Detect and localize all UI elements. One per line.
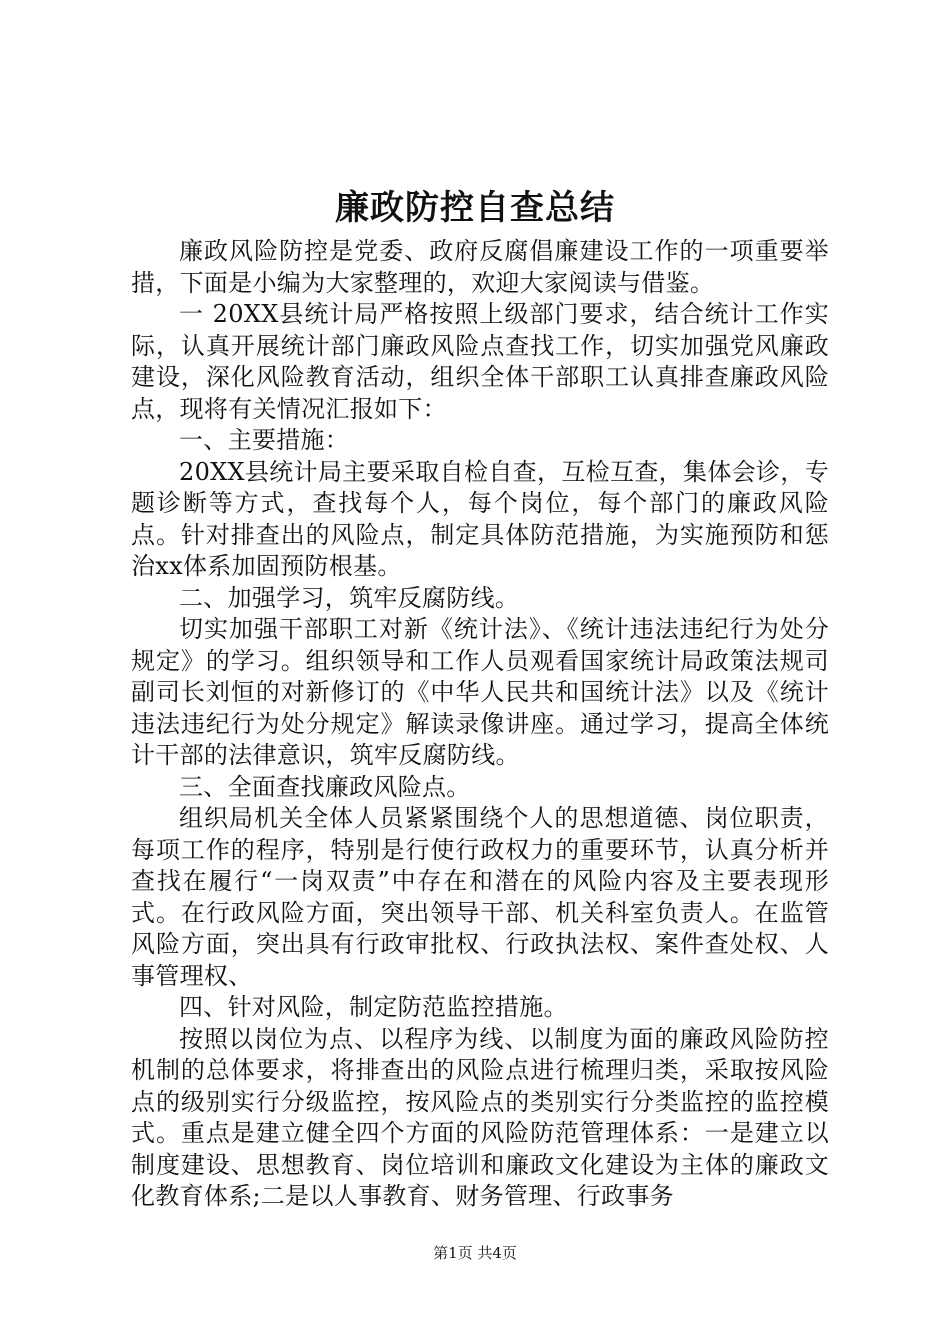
section-heading-3: 三、全面查找廉政风险点。 xyxy=(179,772,471,801)
section-heading-4: 四、针对风险，制定防范监控措施。 xyxy=(179,993,568,1021)
paragraph-section-2: 切实加强干部职工对新《统计法》、《统计违法违纪行为处分规定》的学习。组织领导和工作人员观看国家统计局政策法规司副司长刘恒的对新修订的《中华人民共和国统计法》以及《统计违法违纪行为处分规定》解读录像讲座。通过学习，提高全体统计干部的法律意识，筑牢反腐防线。 xyxy=(131,615,829,769)
paragraph-section-1: 20XX县统计局主要采取自检自查，互检互查，集体会诊，专题诊断等方式，查找每个人，每个岗位，每个部门的廉政风险点。针对排查出的风险点，制定具体防范措施，为实施预防和惩治xx体系加固预防根基。 xyxy=(131,457,829,580)
section-heading-1: 一、主要措施： xyxy=(179,426,350,454)
paragraph-section-4: 按照以岗位为点、以程序为线、以制度为面的廉政风险防控机制的总体要求，将排查出的风险点进行梳理归类，采取按风险点的级别实行分级监控，按风险点的类别实行分类监控的监控模式。重点是建立健全四个方面的风险防范管理体系：一是建立以制度建设、思想教育、岗位培训和廉政文化建设为主体的廉政文化教育体系;二是以人事教育、财务管理、行政事务 xyxy=(131,1024,829,1210)
document-body xyxy=(131,236,829,1213)
paragraph-intro: 廉政风险防控是党委、政府反腐倡廉建设工作的一项重要举措，下面是小编为大家整理的，欢迎大家阅读与借鉴。 xyxy=(131,237,829,297)
section-heading-2: 二、加强学习，筑牢反腐防线。 xyxy=(179,583,520,612)
page-number-footer: 第1页 共4页 xyxy=(433,1244,517,1262)
paragraph-section-3: 组织局机关全体人员紧紧围绕个人的思想道德、岗位职责，每项工作的程序，特别是行使行政权力的重要环节，认真分析并查找在履行“一岗双责”中存在和潜在的风险内容及主要表现形式。在行政风险方面，突出领导干部、机关科室负责人。在监管风险方面，突出具有行政审批权、行政执法权、案件查处权、人事管理权、 xyxy=(131,804,829,990)
document-title: 廉政防控自查总结 xyxy=(335,188,615,228)
paragraph-overview: 一 20XX县统计局严格按照上级部门要求，结合统计工作实际，认真开展统计部门廉政风险点查找工作，切实加强党风廉政建设，深化风险教育活动，组织全体干部职工认真排查廉政风险点，现将有关情况汇报如下： xyxy=(131,300,829,423)
